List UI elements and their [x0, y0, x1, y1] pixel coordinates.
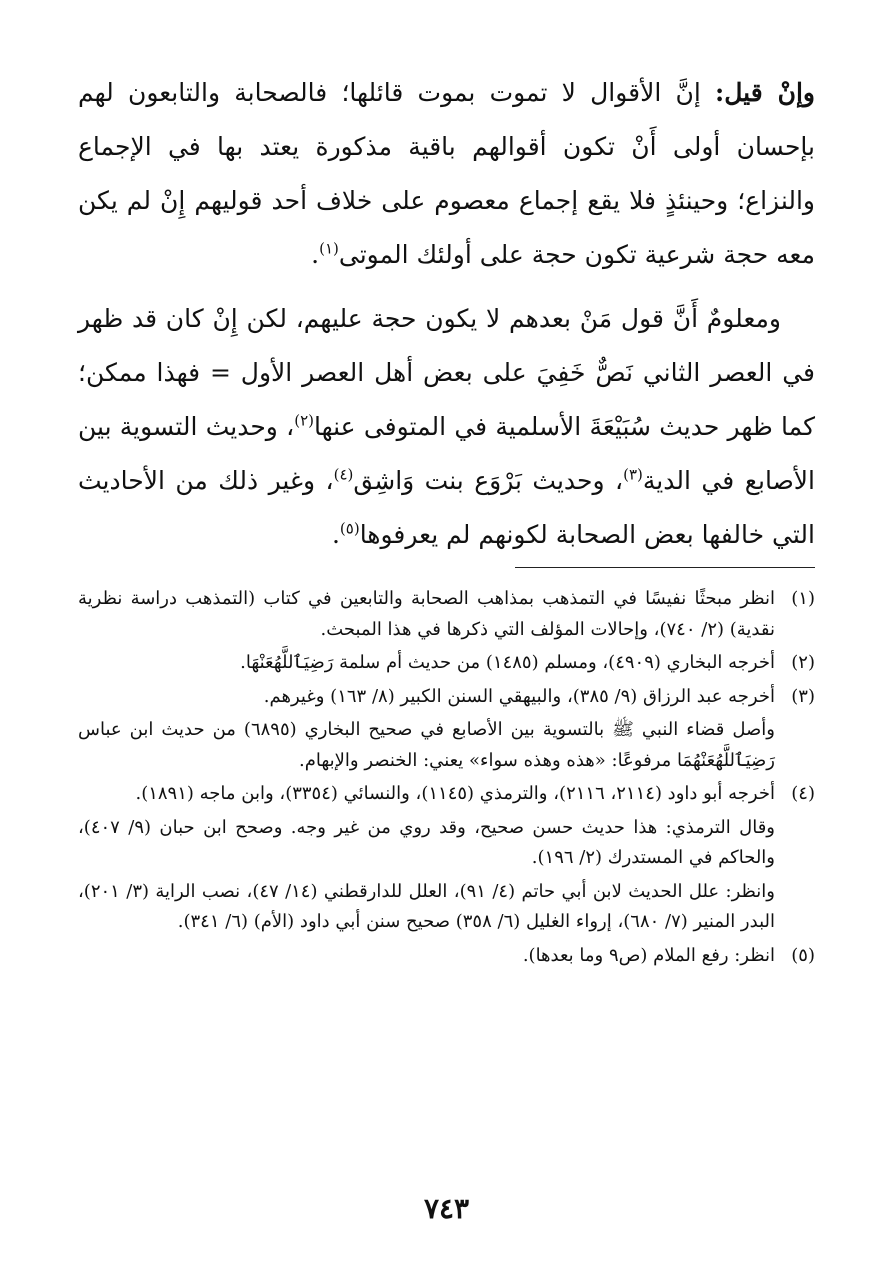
footnote-4-continuation-2: وانظر: علل الحديث لابن أبي حاتم (٤/ ٩١)، العلل للدارقطني (١٤/ ٤٧)، نصب الراية (٣/ ٢٠١)، البدر المنير (٧/ ٦٨٠)، إرواء الغليل (٦/ ٣٥٨) صحيح سنن أبي داود (الأم) (٦/ ٣٤١).	[78, 880, 775, 932]
footnote-4-continuation-1: وقال الترمذي: هذا حديث حسن صحيح، وقد روي من غير وجه. وصحح ابن حبان (٩/ ٤٠٧)، والحاكم في المستدرك (٢/ ١٩٦).	[78, 816, 775, 868]
footnote-3-number: (٣)	[791, 685, 815, 707]
footnote-5-text: انظر: رفع الملام (ص٩ وما بعدها).	[522, 944, 775, 966]
footnotes	[78, 584, 815, 974]
footnote-2-text: أخرجه البخاري (٤٩٠٩)، ومسلم (١٤٨٥) من حديث أم سلمة رَضِيَٱللَّهُعَنْهَا.	[240, 652, 775, 673]
footnote-1	[78, 584, 815, 645]
footnote-ref-3: (٣)	[623, 465, 643, 484]
paragraph-2-part-c: ، وحديث بَرْوَع بنت وَاشِق	[353, 466, 624, 495]
paragraph-1-lead: وإنْ قيل:	[715, 78, 815, 107]
footnote-3-continuation: وأصل قضاء النبي ﷺ بالتسوية بين الأصابع في صحيح البخاري (٦٨٩٥) من حديث ابن عباس رَضِيَٱللَّهُعَنْهُمَا مرفوعًا: «هذه وهذه سواء» يعني: الخنصر والإبهام.	[78, 719, 776, 771]
footnote-1-number: (١)	[791, 588, 815, 609]
footnote-5-number: (٥)	[791, 944, 815, 966]
footnote-ref-5: (٥)	[339, 519, 360, 538]
footnote-5	[78, 941, 815, 972]
footnote-ref-1: (١)	[319, 239, 339, 258]
paragraph-2-part-d: ، وغير ذلك من الأحاديث التي خالفها بعض الصحابة لكونهم لم يعرفوها	[78, 466, 815, 549]
footnote-ref-4: (٤)	[333, 465, 354, 484]
paragraph-2-end: .	[331, 520, 340, 549]
footnote-4-number: (٤)	[791, 783, 815, 804]
footnote-3	[78, 682, 815, 713]
paragraph-1	[78, 66, 815, 282]
footnote-ref-2: (٢)	[294, 411, 314, 430]
footnote-2-number: (٢)	[791, 652, 815, 673]
main-text	[78, 66, 815, 562]
paragraph-2-part-a: ومعلومٌ أَنَّ قول مَنْ بعدهم لا يكون حجة عليهم، لكن إِنْ كان قد ظهر في العصر الثاني نَصٌّ خَفِيَ على بعض أهل العصر الأول = فهذا ممكن؛ كما ظهر حديث سُبَيْعَةَ الأسلمية في المتوفى عنها	[78, 304, 815, 441]
footnote-separator	[515, 567, 815, 568]
footnote-4-text: أخرجه أبو داود (٢١١٤، ٢١١٦)، والترمذي (١١٤٥)، والنسائي (٣٣٥٤)، وابن ماجه (١٨٩١).	[135, 783, 775, 804]
paragraph-1-text: إنَّ الأقوال لا تموت بموت قائلها؛ فالصحابة والتابعون لهم بإحسان أولى أَنْ تكون أقوالهم باقية مذكورة يعتد بها في الإجماع والنزاع؛ وحينئذٍ فلا يقع إجماع معصوم على خلاف أحد قوليهم إِنْ لم يكن معه حجة شرعية تكون حجة على أولئك الموتى	[78, 78, 815, 269]
footnote-2	[78, 648, 815, 679]
footnote-3-text: أخرجه عبد الرزاق (٩/ ٣٨٥)، والبيهقي السنن الكبير (٨/ ١٦٣) وغيرهم.	[263, 685, 775, 707]
footnote-4	[78, 779, 815, 810]
footnote-1-text: انظر مبحثًا نفيسًا في التمذهب بمذاهب الصحابة والتابعين في كتاب (التمذهب دراسة نظرية نقدية) (٢/ ٧٤٠)، وإحالات المؤلف التي ذكرها في هذا المبحث.	[78, 588, 775, 640]
paragraph-1-end: .	[311, 240, 320, 269]
page-number: ٧٤٣	[423, 1192, 470, 1225]
paragraph-2-part-b: ، وحديث التسوية بين الأصابع في الدية	[78, 412, 816, 495]
paragraph-2	[78, 292, 815, 562]
